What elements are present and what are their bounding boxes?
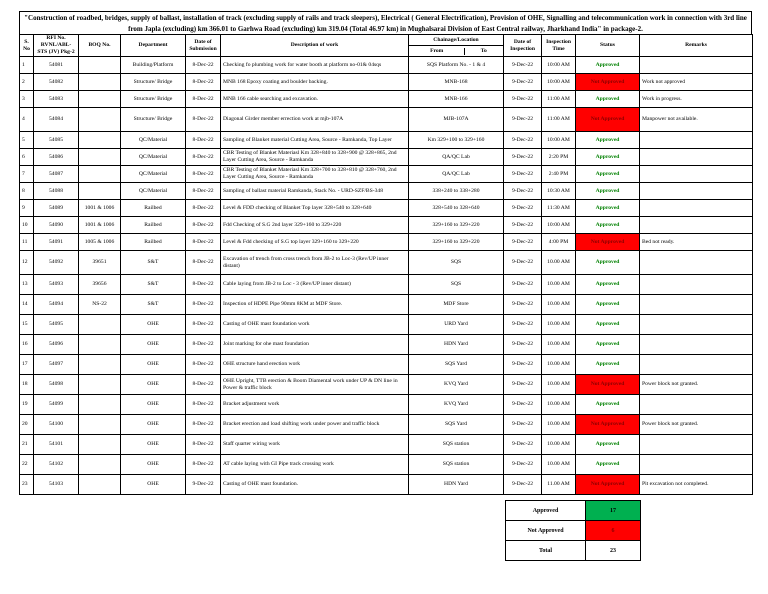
row-submission-date: 8-Dec-22 — [186, 395, 221, 415]
row-chainage: SQS — [409, 275, 504, 295]
row-remarks: Manpower not available. — [640, 108, 753, 132]
table-row — [20, 183, 753, 200]
row-submission-date: 8-Dec-22 — [186, 57, 221, 74]
table-row — [20, 200, 753, 217]
row-inspection-time: 10.00 AM — [542, 335, 576, 355]
row-description: MNB 168 Epoxy coating and boulder backing. — [221, 74, 409, 91]
row-submission-date: 8-Dec-22 — [186, 455, 221, 475]
row-inspection-date: 9-Dec-22 — [504, 200, 542, 217]
header-rfi: RFI No. RVNL/ABL-STS (JV) Pkg-2 — [34, 35, 79, 57]
row-rfi-no: 54096 — [34, 335, 79, 355]
row-remarks — [640, 275, 753, 295]
row-inspection-date: 9-Dec-22 — [504, 475, 542, 495]
row-status: Approved — [576, 217, 640, 234]
header-inspection-time: Inspection Time — [542, 35, 576, 57]
row-department: OHE — [121, 415, 186, 435]
header-remarks: Remarks — [640, 35, 753, 57]
row-description: Sampling of Blanket material Cutting Area, Source - Ramkanda, Top Layer — [221, 132, 409, 149]
row-inspection-time: 10.00 AM — [542, 395, 576, 415]
summary-total-label: Total — [506, 541, 586, 561]
row-sno: 15 — [20, 315, 34, 335]
row-remarks: Pit excavation not completed. — [640, 475, 753, 495]
row-inspection-date: 9-Dec-22 — [504, 108, 542, 132]
row-description: Diagonal Girder member errection work at mjb-107A — [221, 108, 409, 132]
header-to: To — [464, 48, 503, 55]
row-chainage: SQS Yard — [409, 355, 504, 375]
row-description: Level & Fdd checking of S.G top layer 329+160 to 329+220 — [221, 234, 409, 251]
row-department: Railbed — [121, 217, 186, 234]
row-boq-no: 39651 — [79, 251, 121, 275]
table-row — [20, 132, 753, 149]
row-rfi-no: 54081 — [34, 57, 79, 74]
row-chainage: MNB-166 — [409, 91, 504, 108]
row-sno: 4 — [20, 108, 34, 132]
row-remarks: Work not approved — [640, 74, 753, 91]
row-rfi-no: 54088 — [34, 183, 79, 200]
row-description: Joint marking for ohe mast foundation — [221, 335, 409, 355]
row-chainage: MDF Store — [409, 295, 504, 315]
row-department: OHE — [121, 395, 186, 415]
row-rfi-no: 54086 — [34, 149, 79, 166]
row-boq-no — [79, 315, 121, 335]
table-row — [20, 475, 753, 495]
row-chainage: SQS — [409, 251, 504, 275]
row-inspection-date: 9-Dec-22 — [504, 251, 542, 275]
row-inspection-date: 9-Dec-22 — [504, 234, 542, 251]
row-department: Structure/ Bridge — [121, 74, 186, 91]
row-sno: 8 — [20, 183, 34, 200]
row-rfi-no: 54083 — [34, 91, 79, 108]
row-status: Approved — [576, 395, 640, 415]
header-inspection-date: Date of Inspection — [504, 35, 542, 57]
row-submission-date: 8-Dec-22 — [186, 435, 221, 455]
row-inspection-time: 10.00 AM — [542, 295, 576, 315]
row-chainage: MJB-107A — [409, 108, 504, 132]
row-sno: 18 — [20, 375, 34, 395]
row-submission-date: 8-Dec-22 — [186, 375, 221, 395]
row-status: Approved — [576, 183, 640, 200]
row-submission-date: 8-Dec-22 — [186, 91, 221, 108]
document-title: "Construction of roadbed, bridges, supply of ballast, installation of track (excluding supply of rails and track sleepers), Electrical ( General Electrification), Provision of OHE, Signalling and telecommunication work in connection with 3rd line from Japla (excluding) km 366.01 to Garhwa Road (excluding) km 319.04 (Total 46.97 km) in Mughalsarai Division of East Central railway, Jharkhand India" in package-2. — [19, 11, 752, 35]
row-status: Approved — [576, 91, 640, 108]
row-remarks: Work in progress. — [640, 91, 753, 108]
row-inspection-time: 10.00 AM — [542, 275, 576, 295]
row-remarks — [640, 57, 753, 74]
row-remarks — [640, 183, 753, 200]
row-inspection-date: 9-Dec-22 — [504, 435, 542, 455]
row-chainage: 328+540 to 328+640 — [409, 200, 504, 217]
row-inspection-time: 10:30 AM — [542, 183, 576, 200]
summary-approved-label: Approved — [506, 501, 586, 521]
row-rfi-no: 54089 — [34, 200, 79, 217]
row-status: Approved — [576, 435, 640, 455]
row-inspection-time: 10:00 AM — [542, 217, 576, 234]
row-sno: 13 — [20, 275, 34, 295]
row-inspection-date: 9-Dec-22 — [504, 355, 542, 375]
table-row — [20, 395, 753, 415]
row-remarks — [640, 315, 753, 335]
row-inspection-time: 10:00 AM — [542, 74, 576, 91]
row-inspection-date: 9-Dec-22 — [504, 335, 542, 355]
row-remarks — [640, 355, 753, 375]
row-inspection-date: 9-Dec-22 — [504, 455, 542, 475]
row-chainage: SQS station — [409, 455, 504, 475]
row-department: QC/Material — [121, 132, 186, 149]
row-status: Approved — [576, 149, 640, 166]
row-description: Level & FDD checking of Blanket Top layer 328+540 to 328+640 — [221, 200, 409, 217]
row-boq-no: 1005 & 1006 — [79, 234, 121, 251]
row-status: Approved — [576, 166, 640, 183]
row-department: Structure/ Bridge — [121, 91, 186, 108]
row-chainage: 329+160 to 329+220 — [409, 234, 504, 251]
row-inspection-date: 9-Dec-22 — [504, 217, 542, 234]
table-row — [20, 275, 753, 295]
row-status: Not Approved — [576, 415, 640, 435]
row-remarks — [640, 395, 753, 415]
row-inspection-date: 9-Dec-22 — [504, 149, 542, 166]
row-status: Approved — [576, 275, 640, 295]
row-inspection-time: 11.00 AM — [542, 475, 576, 495]
row-inspection-time: 10.00 AM — [542, 315, 576, 335]
row-inspection-time: 10.00 AM — [542, 415, 576, 435]
row-rfi-no: 54103 — [34, 475, 79, 495]
row-department: OHE — [121, 455, 186, 475]
row-inspection-time: 10.00 AM — [542, 375, 576, 395]
row-description: Cable laying from JB-2 to Loc - 3 (Rev/UP inner distant) — [221, 275, 409, 295]
row-remarks — [640, 200, 753, 217]
row-submission-date: 8-Dec-22 — [186, 74, 221, 91]
row-rfi-no: 54102 — [34, 455, 79, 475]
row-description: CBR Testing of Blanket Materiasl Km 328+840 to 328+900 @ 328+865, 2nd Layer Cutting Area, Source - Ramkanda — [221, 149, 409, 166]
row-sno: 16 — [20, 335, 34, 355]
row-remarks — [640, 217, 753, 234]
table-row — [20, 355, 753, 375]
row-inspection-date: 9-Dec-22 — [504, 132, 542, 149]
header-department: Department — [121, 35, 186, 57]
row-sno: 6 — [20, 149, 34, 166]
table-row — [20, 74, 753, 91]
row-rfi-no: 54085 — [34, 132, 79, 149]
row-department: Railbed — [121, 234, 186, 251]
table-row — [20, 435, 753, 455]
table-row — [20, 455, 753, 475]
row-inspection-date: 9-Dec-22 — [504, 57, 542, 74]
row-department: OHE — [121, 375, 186, 395]
row-description: OHE Upright, TTB erection & Boom Diamental work under UP & DN line in Power & traffic block — [221, 375, 409, 395]
row-chainage: Km 329+100 to 329+160 — [409, 132, 504, 149]
row-remarks — [640, 435, 753, 455]
row-description: Bracket adjustment work — [221, 395, 409, 415]
row-inspection-date: 9-Dec-22 — [504, 375, 542, 395]
row-inspection-date: 9-Dec-22 — [504, 395, 542, 415]
table-row — [20, 415, 753, 435]
row-chainage: HDN Yard — [409, 335, 504, 355]
row-sno: 22 — [20, 455, 34, 475]
row-department: OHE — [121, 475, 186, 495]
row-chainage: QA/QC Lab — [409, 149, 504, 166]
table-row — [20, 335, 753, 355]
row-inspection-time: 10:00 AM — [542, 57, 576, 74]
row-inspection-time: 10.00 AM — [542, 455, 576, 475]
row-remarks: Power block not granted. — [640, 375, 753, 395]
row-description: Inspection of HDPE Pipe 90mm 8KM at MDF Store. — [221, 295, 409, 315]
summary-not-approved-count: 6 — [586, 521, 641, 541]
row-status: Approved — [576, 295, 640, 315]
row-status: Not Approved — [576, 475, 640, 495]
row-boq-no — [79, 132, 121, 149]
row-sno: 7 — [20, 166, 34, 183]
row-status: Approved — [576, 132, 640, 149]
table-row — [20, 295, 753, 315]
row-inspection-time: 2:20 PM — [542, 149, 576, 166]
summary-total-count: 23 — [586, 541, 641, 561]
row-inspection-date: 9-Dec-22 — [504, 183, 542, 200]
row-sno: 1 — [20, 57, 34, 74]
row-chainage: HDN Yard — [409, 475, 504, 495]
row-inspection-time: 10.00 AM — [542, 355, 576, 375]
row-department: QC/Material — [121, 166, 186, 183]
row-department: QC/Material — [121, 149, 186, 166]
table-row — [20, 108, 753, 132]
row-rfi-no: 54098 — [34, 375, 79, 395]
header-submission-date: Date of Submission — [186, 35, 221, 57]
summary-approved-count: 17 — [586, 501, 641, 521]
row-chainage: 329+160 to 329+220 — [409, 217, 504, 234]
row-department: Railbed — [121, 200, 186, 217]
row-status: Approved — [576, 455, 640, 475]
row-description: OHE structure hand erection work — [221, 355, 409, 375]
row-rfi-no: 54084 — [34, 108, 79, 132]
row-description: Casting of OHE mast foundation. — [221, 475, 409, 495]
row-rfi-no: 54093 — [34, 275, 79, 295]
row-description: Sampling of ballast material Ramkanda, Stack No. - URD-SZF/BS-348 — [221, 183, 409, 200]
row-department: OHE — [121, 355, 186, 375]
summary-table — [505, 500, 641, 561]
row-submission-date: 8-Dec-22 — [186, 275, 221, 295]
row-chainage: SQS station — [409, 435, 504, 455]
row-inspection-time: 11:00 AM — [542, 91, 576, 108]
row-submission-date: 8-Dec-22 — [186, 295, 221, 315]
row-chainage: KVQ Yard — [409, 375, 504, 395]
row-rfi-no: 54101 — [34, 435, 79, 455]
row-rfi-no: 54100 — [34, 415, 79, 435]
row-inspection-date: 9-Dec-22 — [504, 275, 542, 295]
table-row — [20, 217, 753, 234]
row-submission-date: 8-Dec-22 — [186, 149, 221, 166]
row-rfi-no: 54099 — [34, 395, 79, 415]
row-sno: 12 — [20, 251, 34, 275]
row-boq-no: 39656 — [79, 275, 121, 295]
row-department: S&T — [121, 251, 186, 275]
row-department: OHE — [121, 315, 186, 335]
row-submission-date: 8-Dec-22 — [186, 132, 221, 149]
row-boq-no — [79, 57, 121, 74]
row-submission-date: 8-Dec-22 — [186, 200, 221, 217]
table-row — [20, 166, 753, 183]
row-description: CBR Testing of Blanket Materiasl Km 328+700 to 328+810 @ 328+760, 2nd Layer Cutting Area, Source - Ramkanda — [221, 166, 409, 183]
row-chainage: SQS Yard — [409, 415, 504, 435]
header-status: Status — [576, 35, 640, 57]
row-sno: 19 — [20, 395, 34, 415]
row-status: Approved — [576, 200, 640, 217]
row-chainage: QA/QC Lab — [409, 166, 504, 183]
row-inspection-date: 9-Dec-22 — [504, 415, 542, 435]
row-sno: 3 — [20, 91, 34, 108]
row-status: Not Approved — [576, 375, 640, 395]
row-submission-date: 8-Dec-22 — [186, 415, 221, 435]
row-sno: 20 — [20, 415, 34, 435]
row-inspection-date: 9-Dec-22 — [504, 166, 542, 183]
row-status: Not Approved — [576, 234, 640, 251]
row-sno: 23 — [20, 475, 34, 495]
row-department: OHE — [121, 335, 186, 355]
row-inspection-date: 9-Dec-22 — [504, 315, 542, 335]
table-row — [20, 234, 753, 251]
row-submission-date: 8-Dec-22 — [186, 335, 221, 355]
row-boq-no — [79, 375, 121, 395]
rfi-table — [19, 34, 753, 495]
row-remarks — [640, 251, 753, 275]
row-submission-date: 9-Dec-22 — [186, 475, 221, 495]
row-status: Not Approved — [576, 108, 640, 132]
row-description: AT cable laying with GI Pipe track crossing work — [221, 455, 409, 475]
row-remarks — [640, 335, 753, 355]
table-row — [20, 91, 753, 108]
row-boq-no — [79, 149, 121, 166]
row-remarks — [640, 455, 753, 475]
row-chainage: KVQ Yard — [409, 395, 504, 415]
row-boq-no — [79, 166, 121, 183]
row-chainage: URD Yard — [409, 315, 504, 335]
row-description: Staff quarter wiring work — [221, 435, 409, 455]
table-row — [20, 375, 753, 395]
row-submission-date: 8-Dec-22 — [186, 315, 221, 335]
row-boq-no — [79, 355, 121, 375]
row-remarks: Bed not ready. — [640, 234, 753, 251]
row-submission-date: 8-Dec-22 — [186, 183, 221, 200]
row-status: Approved — [576, 315, 640, 335]
row-sno: 17 — [20, 355, 34, 375]
table-row — [20, 149, 753, 166]
row-boq-no — [79, 435, 121, 455]
row-department: Building/Platform — [121, 57, 186, 74]
row-description: Casting of OHE mast foundation work — [221, 315, 409, 335]
row-submission-date: 8-Dec-22 — [186, 166, 221, 183]
row-remarks — [640, 166, 753, 183]
row-boq-no — [79, 183, 121, 200]
row-boq-no — [79, 91, 121, 108]
row-inspection-time: 10.00 AM — [542, 435, 576, 455]
row-rfi-no: 54097 — [34, 355, 79, 375]
row-rfi-no: 54094 — [34, 295, 79, 315]
table-row — [20, 251, 753, 275]
row-submission-date: 8-Dec-22 — [186, 234, 221, 251]
row-status: Approved — [576, 57, 640, 74]
row-status: Approved — [576, 355, 640, 375]
row-submission-date: 8-Dec-22 — [186, 108, 221, 132]
row-boq-no: 1001 & 1006 — [79, 217, 121, 234]
header-from-to — [409, 46, 504, 57]
row-boq-no — [79, 74, 121, 91]
row-rfi-no: 54090 — [34, 217, 79, 234]
row-inspection-time: 10.00 AM — [542, 251, 576, 275]
row-rfi-no: 54092 — [34, 251, 79, 275]
row-description: Checking fo plumbing work for water booth at platform no-01& 04sqs — [221, 57, 409, 74]
row-department: S&T — [121, 295, 186, 315]
row-remarks: Power block not granted. — [640, 415, 753, 435]
header-sno: S. No — [20, 35, 34, 57]
row-chainage: SQS Platform No. - 1 & 4 — [409, 57, 504, 74]
row-description: Fdd Checking of S.G 2nd layer 329+160 to 329+220 — [221, 217, 409, 234]
row-rfi-no: 54087 — [34, 166, 79, 183]
row-boq-no — [79, 108, 121, 132]
row-sno: 5 — [20, 132, 34, 149]
row-department: Structure/ Bridge — [121, 108, 186, 132]
row-boq-no — [79, 475, 121, 495]
row-department: QC/Material — [121, 183, 186, 200]
row-inspection-time: 11:00 AM — [542, 108, 576, 132]
row-rfi-no: 54082 — [34, 74, 79, 91]
header-from: From — [430, 47, 444, 54]
header-description: Description of work — [221, 35, 409, 57]
header-boq: BOQ No. — [79, 35, 121, 57]
row-department: OHE — [121, 435, 186, 455]
row-boq-no: NS-22 — [79, 295, 121, 315]
row-inspection-time: 2:40 PM — [542, 166, 576, 183]
table-row — [20, 315, 753, 335]
row-sno: 2 — [20, 74, 34, 91]
row-department: S&T — [121, 275, 186, 295]
row-submission-date: 8-Dec-22 — [186, 217, 221, 234]
row-rfi-no: 54091 — [34, 234, 79, 251]
row-chainage: MNB-168 — [409, 74, 504, 91]
summary-not-approved-label: Not Approved — [506, 521, 586, 541]
table-row — [20, 57, 753, 74]
row-inspection-date: 9-Dec-22 — [504, 91, 542, 108]
row-status: Approved — [576, 335, 640, 355]
row-status: Not Approved — [576, 74, 640, 91]
row-boq-no — [79, 335, 121, 355]
row-rfi-no: 54095 — [34, 315, 79, 335]
header-chainage: Chainage/Location — [409, 35, 504, 46]
row-boq-no — [79, 455, 121, 475]
row-inspection-date: 9-Dec-22 — [504, 74, 542, 91]
row-inspection-time: 4:00 PM — [542, 234, 576, 251]
row-description: Bracket erection and load shifting work under power and traffic block — [221, 415, 409, 435]
row-remarks — [640, 149, 753, 166]
row-description: MNB 166 cable searching and excavation. — [221, 91, 409, 108]
row-inspection-time: 11:30 AM — [542, 200, 576, 217]
row-submission-date: 8-Dec-22 — [186, 355, 221, 375]
row-chainage: 338+240 to 338+280 — [409, 183, 504, 200]
row-boq-no — [79, 415, 121, 435]
row-boq-no: 1001 & 1006 — [79, 200, 121, 217]
row-boq-no — [79, 395, 121, 415]
row-description: Excavation of trench from cross trench from JB-2 to Loc-3 (Rev/UP inner distant) — [221, 251, 409, 275]
row-sno: 10 — [20, 217, 34, 234]
row-inspection-time: 10:00 AM — [542, 132, 576, 149]
row-submission-date: 8-Dec-22 — [186, 251, 221, 275]
row-sno: 11 — [20, 234, 34, 251]
row-sno: 21 — [20, 435, 34, 455]
row-remarks — [640, 132, 753, 149]
row-sno: 9 — [20, 200, 34, 217]
row-inspection-date: 9-Dec-22 — [504, 295, 542, 315]
row-status: Approved — [576, 251, 640, 275]
row-sno: 14 — [20, 295, 34, 315]
row-remarks — [640, 295, 753, 315]
